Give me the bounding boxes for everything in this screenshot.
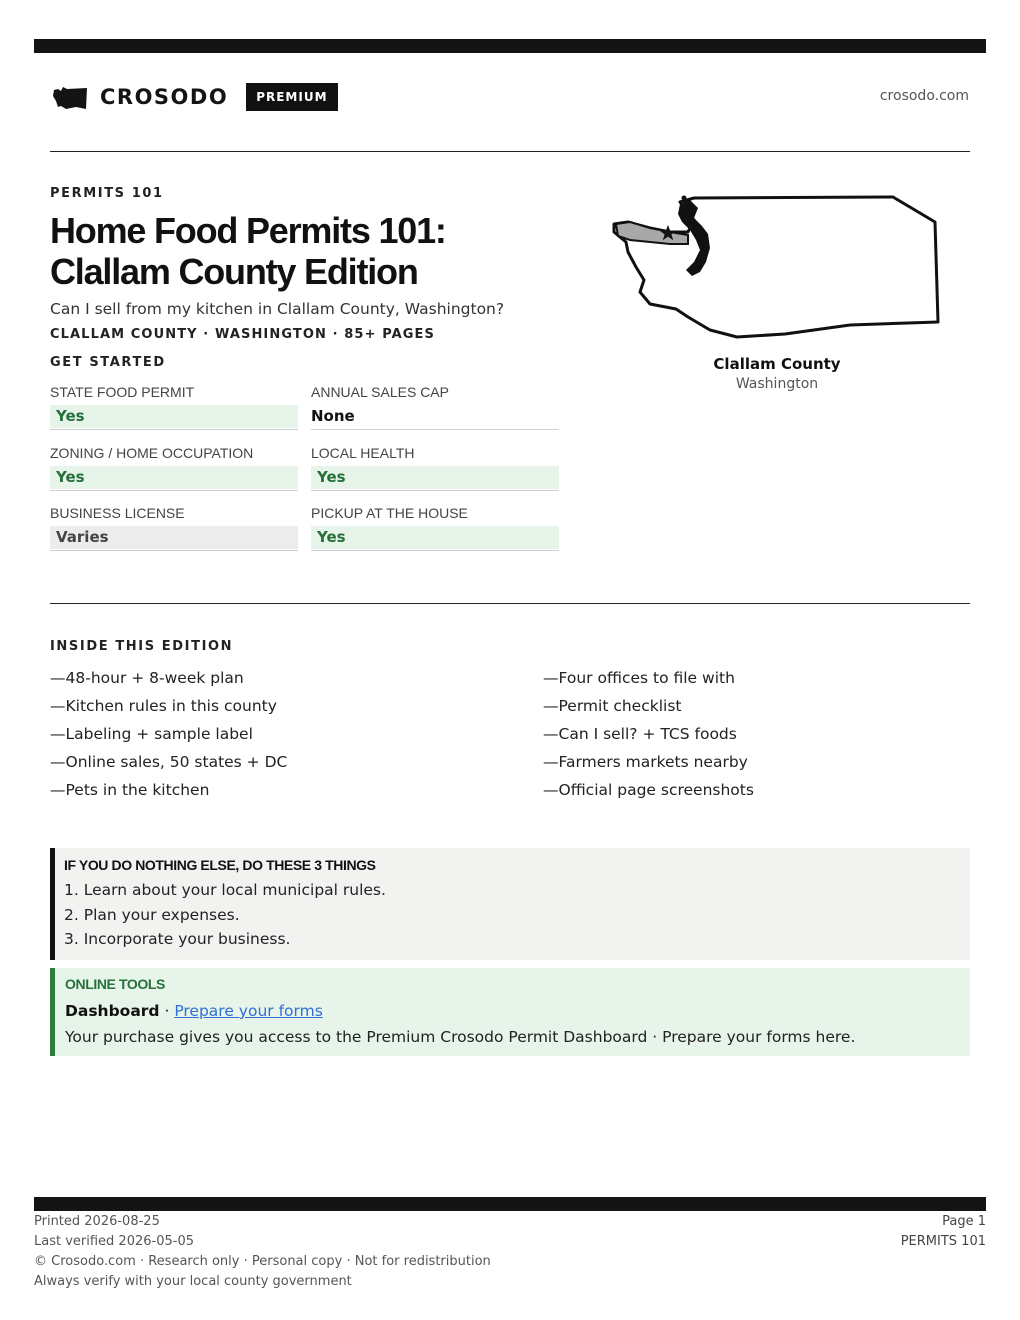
verified-date: Last verified 2026-05-05 <box>34 1234 194 1249</box>
must-do-heading: IF YOU DO NOTHING ELSE, DO THESE 3 THINGS <box>64 857 376 873</box>
fact-label: ZONING / HOME OCCUPATION <box>50 445 254 461</box>
fact-label: STATE FOOD PERMIT <box>50 384 195 400</box>
island-shape <box>687 205 693 211</box>
step-item: 1. Learn about your local municipal rules. <box>64 881 386 899</box>
washington-state-silhouette-icon <box>52 84 88 110</box>
list-item: —Can I sell? + TCS foods <box>543 725 737 743</box>
page-number: Page 1 <box>942 1214 986 1229</box>
separator: · <box>159 1002 175 1020</box>
top-bar <box>34 39 986 53</box>
fact-value: Yes <box>50 466 298 489</box>
fact-pickup-at-house <box>311 503 559 551</box>
page-title: Home Food Permits 101: Clallam County Edition <box>50 210 446 292</box>
map-state-label: Washington <box>735 376 819 392</box>
brand-name: CROSODO <box>100 85 229 109</box>
fact-value: None <box>311 407 355 425</box>
footer-section: PERMITS 101 <box>900 1234 986 1249</box>
san-juan-island <box>682 196 687 201</box>
printed-date: Printed 2026-08-25 <box>34 1214 160 1229</box>
list-item: —Kitchen rules in this county <box>50 697 277 715</box>
map-county-label: Clallam County <box>713 355 841 373</box>
section-divider <box>50 603 970 604</box>
get-started-label: GET STARTED <box>50 355 166 370</box>
fact-value: Yes <box>311 466 559 489</box>
list-item: —Farmers markets nearby <box>543 753 748 771</box>
bottom-bar <box>34 1197 986 1211</box>
must-do-steps <box>64 878 970 952</box>
list-item: —Permit checklist <box>543 697 682 715</box>
list-item: —Official page screenshots <box>543 781 754 799</box>
contents-list-right <box>543 664 754 804</box>
fact-label: LOCAL HEALTH <box>311 445 415 461</box>
footer-left <box>34 1212 491 1292</box>
header-divider <box>50 151 970 152</box>
list-item: —48-hour + 8-week plan <box>50 669 244 687</box>
copyright-line: © Crosodo.com · Research only · Personal copy · Not for redistribution <box>34 1254 491 1269</box>
fact-annual-sales-cap <box>311 382 559 430</box>
fact-local-health <box>311 443 559 491</box>
fact-value: Yes <box>311 526 559 549</box>
edition-meta: CLALLAM COUNTY · WASHINGTON · 85+ PAGES <box>50 327 436 342</box>
fact-state-food-permit <box>50 382 298 430</box>
fact-value: Varies <box>50 526 298 549</box>
state-map <box>610 192 945 342</box>
list-item: —Online sales, 50 states + DC <box>50 753 288 771</box>
fact-label: PICKUP AT THE HOUSE <box>311 505 468 521</box>
online-tools-heading: ONLINE TOOLS <box>65 976 165 992</box>
premium-badge: PREMIUM <box>246 83 337 111</box>
fact-value: Yes <box>50 405 298 428</box>
fact-label: BUSINESS LICENSE <box>50 505 185 521</box>
prepare-forms-link[interactable]: Prepare your forms <box>174 1002 323 1020</box>
fact-label: ANNUAL SALES CAP <box>311 384 449 400</box>
washington-outline <box>614 197 938 337</box>
tools-line <box>65 1000 970 1022</box>
online-tools-callout <box>50 968 970 1056</box>
disclaimer-line: Always verify with your local county government <box>34 1274 352 1289</box>
must-do-callout <box>50 848 970 960</box>
list-item: —Four offices to file with <box>543 669 735 687</box>
list-item: —Pets in the kitchen <box>50 781 210 799</box>
page-subtitle: Can I sell from my kitchen in Clallam County, Washington? <box>50 300 505 318</box>
list-item: —Labeling + sample label <box>50 725 253 743</box>
inside-edition-label: INSIDE THIS EDITION <box>50 639 234 654</box>
footer-right <box>901 1212 986 1252</box>
step-item: 3. Incorporate your business. <box>64 930 291 948</box>
fact-zoning-home-occupation <box>50 443 298 491</box>
step-item: 2. Plan your expenses. <box>64 905 240 924</box>
site-url[interactable]: crosodo.com <box>879 88 969 104</box>
fact-business-license <box>50 503 298 551</box>
section-eyebrow: PERMITS 101 <box>50 186 164 201</box>
contents-list-left <box>50 664 287 804</box>
dashboard-label: Dashboard <box>65 1002 160 1020</box>
tools-description: Your purchase gives you access to the Premium Crosodo Permit Dashboard · Prepare your forms here. <box>65 1028 856 1046</box>
brand[interactable] <box>52 82 338 112</box>
